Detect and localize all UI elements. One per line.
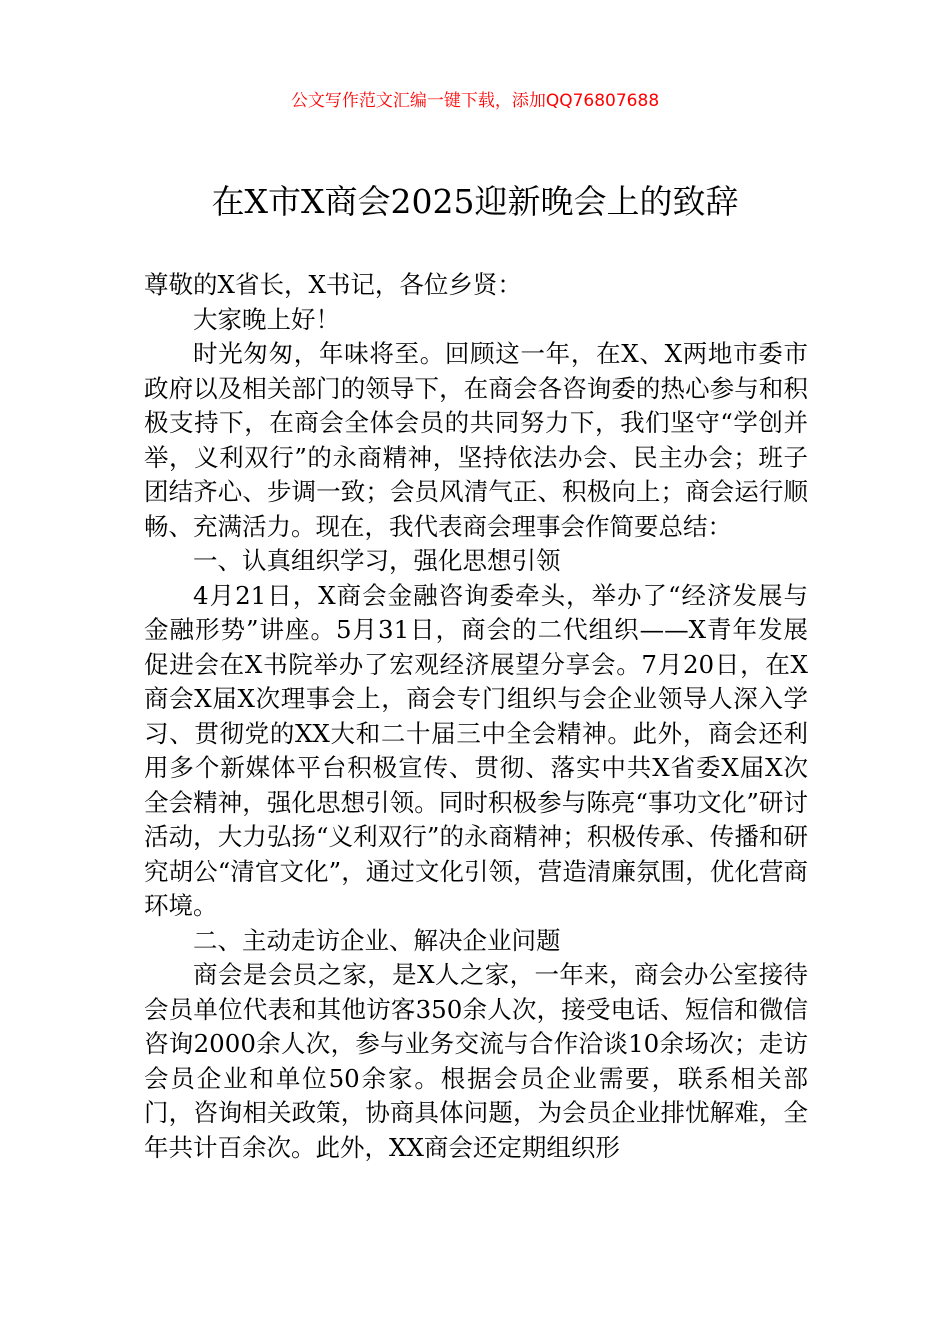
document-body bbox=[144, 268, 808, 1165]
paragraph-intro: 时光匆匆，年味将至。回顾这一年，在X、X两地市委市政府以及相关部门的领导下，在商会各咨询委的热心参与和积极支持下，在商会全体会员的共同努力下，我们坚守“学创并举，义利双行”的永商精神，坚持依法办会、民主办会；班子团结齐心、步调一致；会员风清气正、积极向上；商会运行顺畅、充满活力。现在，我代表商会理事会作简要总结： bbox=[144, 339, 808, 541]
document-title: 在X市X商会2025迎新晚会上的致辞 bbox=[211, 182, 739, 221]
section-heading-1: 一、认真组织学习，强化思想引领 bbox=[193, 546, 561, 575]
download-banner: 公文写作范文汇编一键下载，添加QQ76807688 bbox=[290, 91, 660, 111]
paragraph-section-2: 商会是会员之家，是X人之家，一年来，商会办公室接待会员单位代表和其他访客350余人次，接受电话、短信和微信咨询2000余人次，参与业务交流与合作洽谈10余场次；走访会员企业和单位50余家。根据会员企业需要，联系相关部门，咨询相关政策，协商具体问题，为会员企业排忧解难，全年共计百余次。此外，XX商会还定期组织形 bbox=[144, 960, 808, 1162]
salutation: 尊敬的X省长，X书记，各位乡贤： bbox=[144, 270, 522, 299]
section-heading-2: 二、主动走访企业、解决企业问题 bbox=[193, 925, 561, 955]
greeting: 大家晚上好！ bbox=[193, 304, 340, 334]
paragraph-section-1: 4月21日，X商会金融咨询委牵头，举办了“经济发展与金融形势”讲座。5月31日，商会的二代组织——X青年发展促进会在X书院举办了宏观经济展望分享会。7月20日，在X商会X届X次理事会上，商会专门组织与会企业领导人深入学习、贯彻党的XX大和二十届三中全会精神。此外，商会还利用多个新媒体平台积极宣传、贯彻、落实中共X省委X届X次全会精神，强化思想引领。同时积极参与陈亮“事功文化”研讨活动，大力弘扬“义利双行”的永商精神；积极传承、传播和研究胡公“清官文化”，通过文化引领，营造清廉氛围，优化营商环境。 bbox=[144, 580, 808, 920]
